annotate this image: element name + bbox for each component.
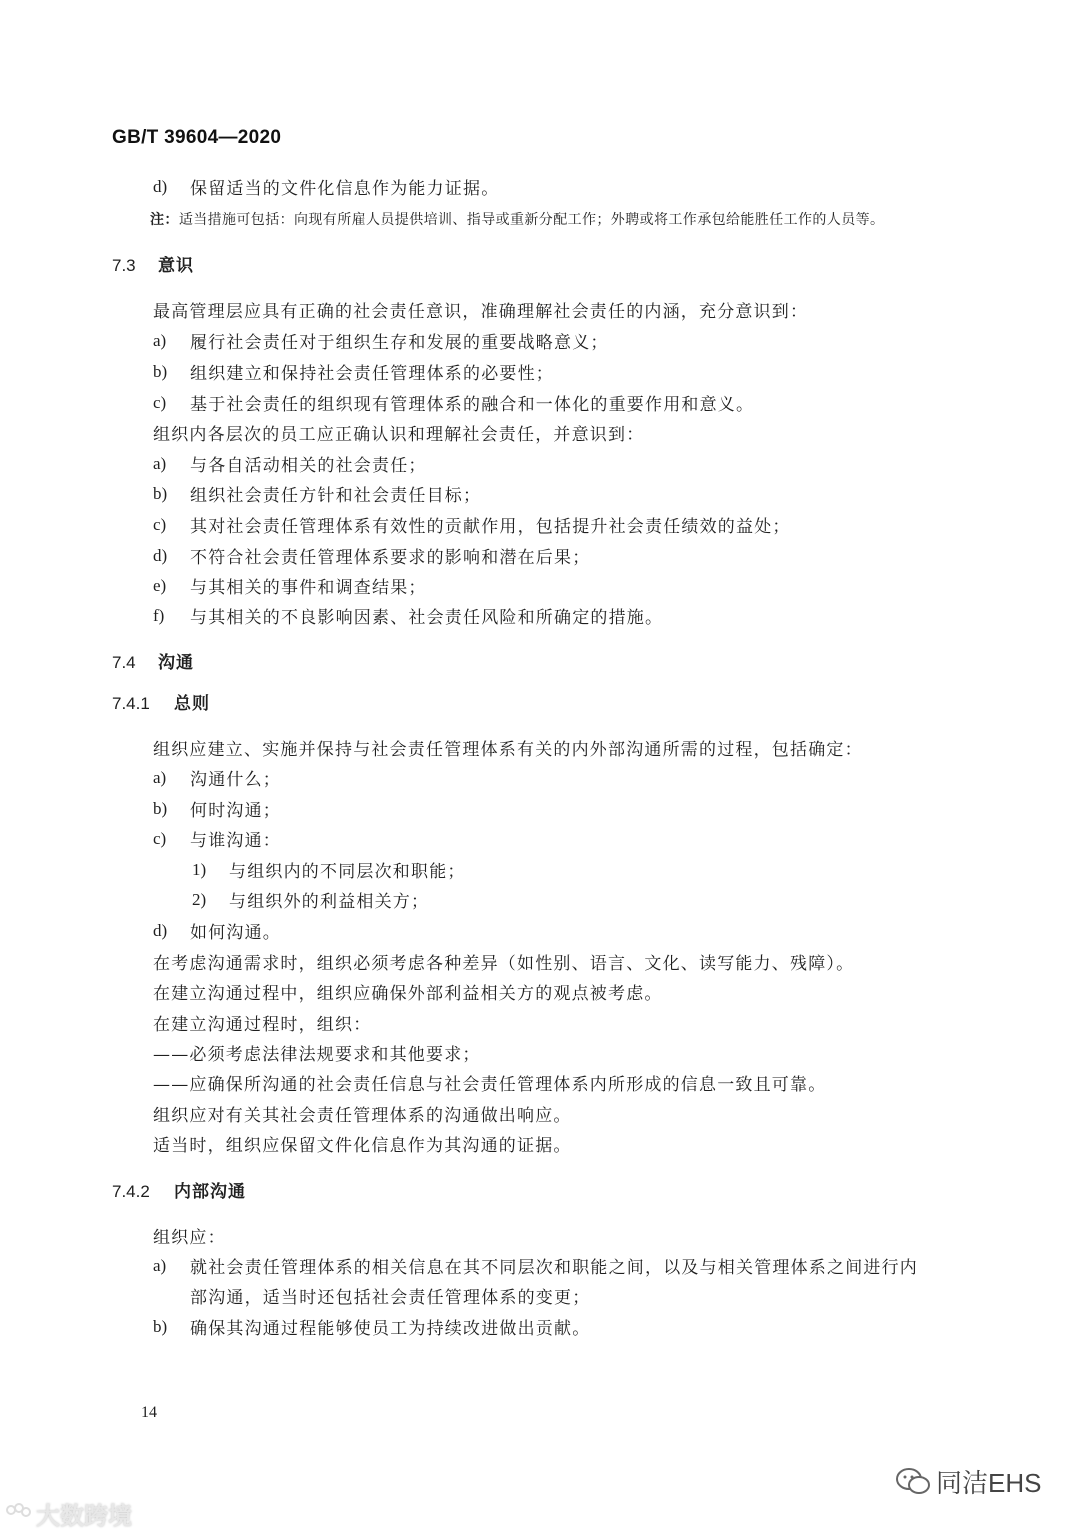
section-heading-7-4-1 [112,692,210,716]
list-marker: c) [153,515,167,534]
paw-icon [4,1502,32,1526]
watermark-brand [896,1463,1041,1500]
sublist-marker: 2) [192,890,207,909]
list-item-text: 组织建立和保持社会责任管理体系的必要性； [190,364,554,384]
list-marker: d) [153,177,168,196]
section-number: 7.4.1 [112,694,150,713]
watermark-site-text: 大数跨境 [36,1503,132,1530]
list-marker: b) [153,1317,168,1336]
list-item-text: 何时沟通； [190,801,281,821]
chat-bubble-icon [896,1468,930,1496]
paragraph: 组织应建立、实施并保持与社会责任管理体系有关的内外部沟通所需的过程，包括确定： [153,740,863,760]
sublist-item-text: 与组织内的不同层次和职能； [229,862,466,882]
list-item-text: 与各自活动相关的社会责任； [190,456,427,476]
list-marker: a) [153,1256,167,1275]
paragraph: 适当时，组织应保留文件化信息作为其沟通的证据。 [153,1136,572,1156]
section-title: 意识 [158,256,194,275]
list-marker: a) [153,454,167,473]
section-title: 内部沟通 [174,1182,246,1201]
list-item-text: 如何沟通。 [190,923,281,943]
dash-item: ——必须考虑法律法规要求和其他要求； [153,1045,481,1065]
list-marker: e) [153,576,167,595]
list-item-text: 确保其沟通过程能够使员工为持续改进做出贡献。 [190,1319,591,1339]
list-marker: d) [153,546,168,565]
list-item-text: 不符合社会责任管理体系要求的影响和潜在后果； [190,548,591,568]
list-marker: b) [153,362,168,381]
list-item-text: 就社会责任管理体系的相关信息在其不同层次和职能之间，以及与相关管理体系之间进行内 [190,1258,918,1278]
watermark-brand-text: 同洁EHS [936,1468,1042,1498]
list-marker: c) [153,393,167,412]
list-item-text: 基于社会责任的组织现有管理体系的融合和一体化的重要作用和意义。 [190,395,755,415]
section-number: 7.4.2 [112,1182,150,1201]
list-marker: b) [153,484,168,503]
list-item-text-continued: 部沟通，适当时还包括社会责任管理体系的变更； [190,1288,591,1308]
note [150,208,884,231]
section-heading-7-3 [112,254,194,278]
list-marker: c) [153,829,167,848]
list-item-text: 组织社会责任方针和社会责任目标； [190,486,482,506]
paragraph: 在建立沟通过程时，组织： [153,1015,372,1035]
section-number: 7.3 [112,256,136,275]
section-number: 7.4 [112,653,136,672]
list-marker: a) [153,768,167,787]
paragraph: 在建立沟通过程中，组织应确保外部利益相关方的观点被考虑。 [153,984,663,1004]
list-item-text: 其对社会责任管理体系有效性的贡献作用，包括提升社会责任绩效的益处； [190,517,791,537]
list-item-text: 履行社会责任对于组织生存和发展的重要战略意义； [190,333,609,353]
paragraph: 组织内各层次的员工应正确认识和理解社会责任，并意识到： [153,425,645,445]
list-item-text: 保留适当的文件化信息作为能力证据。 [190,179,500,199]
sublist-item-text: 与组织外的利益相关方； [229,892,430,912]
page-number: 14 [141,1404,157,1421]
section-heading-7-4-2 [112,1180,246,1204]
list-marker: d) [153,921,168,940]
list-marker: b) [153,799,168,818]
paragraph: 在考虑沟通需求时，组织必须考虑各种差异（如性别、语言、文化、读写能力、残障）。 [153,954,855,974]
list-item-text: 与谁沟通： [190,831,281,851]
section-heading-7-4 [112,651,194,675]
section-title: 总则 [174,694,210,713]
list-marker: f) [153,606,165,625]
list-item-text: 与其相关的不良影响因素、社会责任风险和所确定的措施。 [190,608,664,628]
note-text: 适当措施可包括：向现有所雇人员提供培训、指导或重新分配工作；外聘或将工作承包给能胜任工作的人员等。 [178,212,885,228]
sublist-marker: 1) [192,860,207,879]
paragraph: 最高管理层应具有正确的社会责任意识，准确理解社会责任的内涵，充分意识到： [153,302,809,322]
document-id-header: GB/T 39604—2020 [112,127,282,148]
list-marker: a) [153,331,167,350]
section-title: 沟通 [158,653,194,672]
watermark-site [4,1496,132,1531]
dash-item: ——应确保所沟通的社会责任信息与社会责任管理体系内所形成的信息一致且可靠。 [153,1075,827,1095]
note-label: 注： [150,211,179,227]
paragraph: 组织应对有关其社会责任管理体系的沟通做出响应。 [153,1106,572,1126]
list-item-text: 与其相关的事件和调查结果； [190,578,427,598]
list-item-text: 沟通什么； [190,770,281,790]
paragraph: 组织应： [153,1228,226,1248]
